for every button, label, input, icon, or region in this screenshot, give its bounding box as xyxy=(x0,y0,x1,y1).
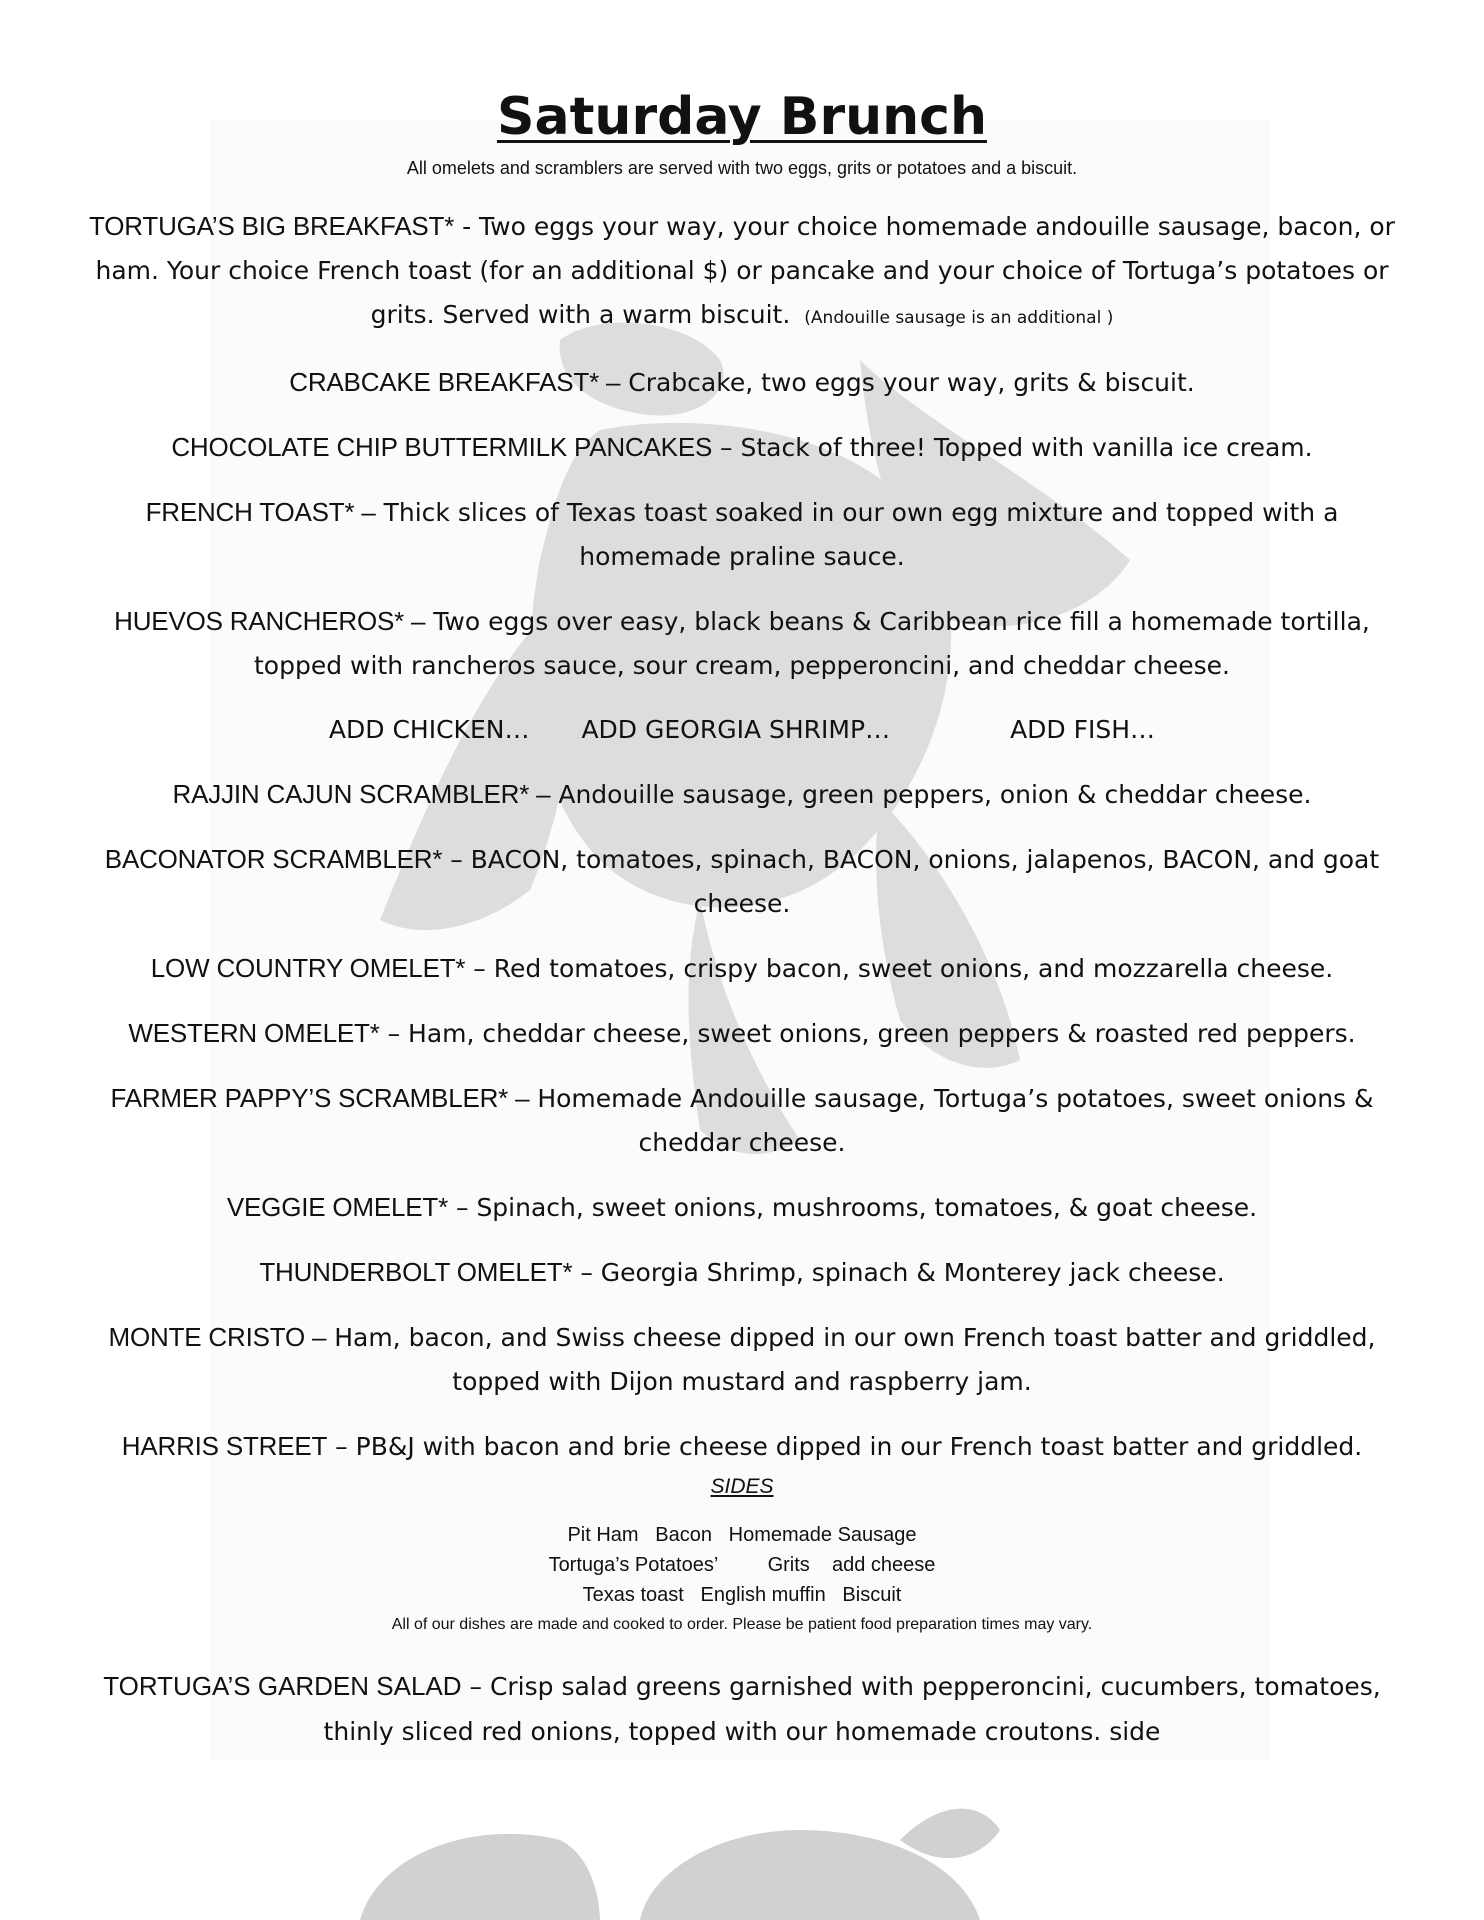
menu-item-low-country-omelet xyxy=(80,946,1404,991)
item-description: – Georgia Shrimp, spinach & Monterey jack cheese. xyxy=(572,1258,1225,1287)
item-name: FRENCH TOAST* – xyxy=(145,497,376,527)
menu-item-garden-salad xyxy=(80,1664,1404,1754)
sides-line: Tortuga’s Potatoes’ Grits add cheese xyxy=(548,1554,936,1576)
addon-chicken: ADD CHICKEN… xyxy=(328,715,530,744)
item-name: MONTE CRISTO – xyxy=(108,1322,327,1352)
item-description: – Ham, cheddar cheese, sweet onions, green peppers & roasted red peppers. xyxy=(379,1019,1356,1048)
item-name: BACONATOR SCRAMBLER* xyxy=(104,844,443,874)
item-name: LOW COUNTRY OMELET* xyxy=(150,953,466,983)
addon-fish: ADD FISH… xyxy=(1010,715,1156,744)
item-description: – BACON, tomatoes, spinach, BACON, onions, jalapenos, BACON, and goat cheese. xyxy=(442,845,1380,918)
menu-item-crabcake-breakfast xyxy=(80,360,1404,405)
item-description: Crabcake, two eggs your way, grits & biscuit. xyxy=(620,368,1195,397)
item-name: TORTUGA’S GARDEN SALAD xyxy=(103,1671,462,1701)
item-description: - Two eggs your way, your choice homemade andouille sausage, bacon, or ham. Your choice French toast (for an additional $) or pancake and your choice of Tortuga’s potatoes or grits. Served with a warm biscuit. xyxy=(95,212,1395,329)
menu-item-farmer-pappys-scrambler xyxy=(80,1076,1404,1165)
item-description: – Spinach, sweet onions, mushrooms, tomatoes, & goat cheese. xyxy=(448,1193,1258,1222)
addon-georgia-shrimp: ADD GEORGIA SHRIMP… xyxy=(581,715,891,744)
sides-line: Pit Ham Bacon Homemade Sausage xyxy=(567,1524,917,1546)
menu-item-rajjin-cajun-scrambler xyxy=(80,772,1404,817)
addon-options xyxy=(80,708,1404,752)
item-note: (Andouille sausage is an additional ) xyxy=(804,308,1114,328)
item-description: Two eggs over easy, black beans & Caribbean rice fill a homemade tortilla, topped with rancheros sauce, sour cream, pepperoncini, and cheddar cheese. xyxy=(253,607,1370,680)
item-name: HUEVOS RANCHEROS* – xyxy=(114,606,426,636)
menu-item-huevos-rancheros xyxy=(80,599,1404,688)
item-description: – Stack of three! Topped with vanilla ice cream. xyxy=(712,433,1313,462)
menu-item-french-toast xyxy=(80,490,1404,579)
menu-item-western-omelet xyxy=(80,1011,1404,1056)
item-name: TORTUGA’S BIG BREAKFAST* xyxy=(89,211,455,241)
item-description: – Crisp salad greens garnished with pepperoncini, cucumbers, tomatoes, thinly sliced red onions, topped with our homemade croutons. side xyxy=(323,1672,1381,1746)
item-name: RAJJIN CAJUN SCRAMBLER* – xyxy=(172,779,551,809)
sides-heading: SIDES xyxy=(710,1475,774,1498)
item-name: THUNDERBOLT OMELET* xyxy=(259,1257,573,1287)
item-name: CRABCAKE BREAKFAST* – xyxy=(289,367,621,397)
sides-section xyxy=(0,1472,1484,1638)
item-description: Homemade Andouille sausage, Tortuga’s potatoes, sweet onions & cheddar cheese. xyxy=(529,1084,1374,1157)
preparation-note: All of our dishes are made and cooked to order. Please be patient food preparation times may vary. xyxy=(391,1616,1093,1633)
item-name: HARRIS STREET xyxy=(121,1431,328,1461)
item-name: WESTERN OMELET* xyxy=(128,1018,380,1048)
menu-item-big-breakfast xyxy=(80,204,1404,340)
menu-subtitle: All omelets and scramblers are served with two eggs, grits or potatoes and a biscuit. xyxy=(406,158,1078,178)
item-name: CHOCOLATE CHIP BUTTERMILK PANCAKES xyxy=(171,432,713,462)
menu-items xyxy=(80,204,1404,1489)
menu-item-baconator-scrambler xyxy=(80,837,1404,926)
sides-line: Texas toast English muffin Biscuit xyxy=(582,1584,902,1606)
menu-item-veggie-omelet xyxy=(80,1185,1404,1230)
item-name: VEGGIE OMELET* xyxy=(226,1192,449,1222)
item-description: Thick slices of Texas toast soaked in our own egg mixture and topped with a homemade praline sauce. xyxy=(375,498,1339,571)
item-description: Andouille sausage, green peppers, onion & cheddar cheese. xyxy=(550,780,1312,809)
menu-item-monte-cristo xyxy=(80,1315,1404,1404)
item-name: FARMER PAPPY’S SCRAMBLER* – xyxy=(110,1083,530,1113)
page-title: Saturday Brunch xyxy=(497,87,987,147)
item-description: – Red tomatoes, crispy bacon, sweet onions, and mozzarella cheese. xyxy=(465,954,1334,983)
item-description: – PB&J with bacon and brie cheese dipped in our French toast batter and griddled. xyxy=(327,1432,1363,1461)
menu-item-chocolate-chip-pancakes xyxy=(80,425,1404,470)
item-description: Ham, bacon, and Swiss cheese dipped in our own French toast batter and griddled, topped with Dijon mustard and raspberry jam. xyxy=(326,1323,1376,1396)
menu-item-thunderbolt-omelet xyxy=(80,1250,1404,1295)
menu-item-harris-street xyxy=(80,1424,1404,1469)
